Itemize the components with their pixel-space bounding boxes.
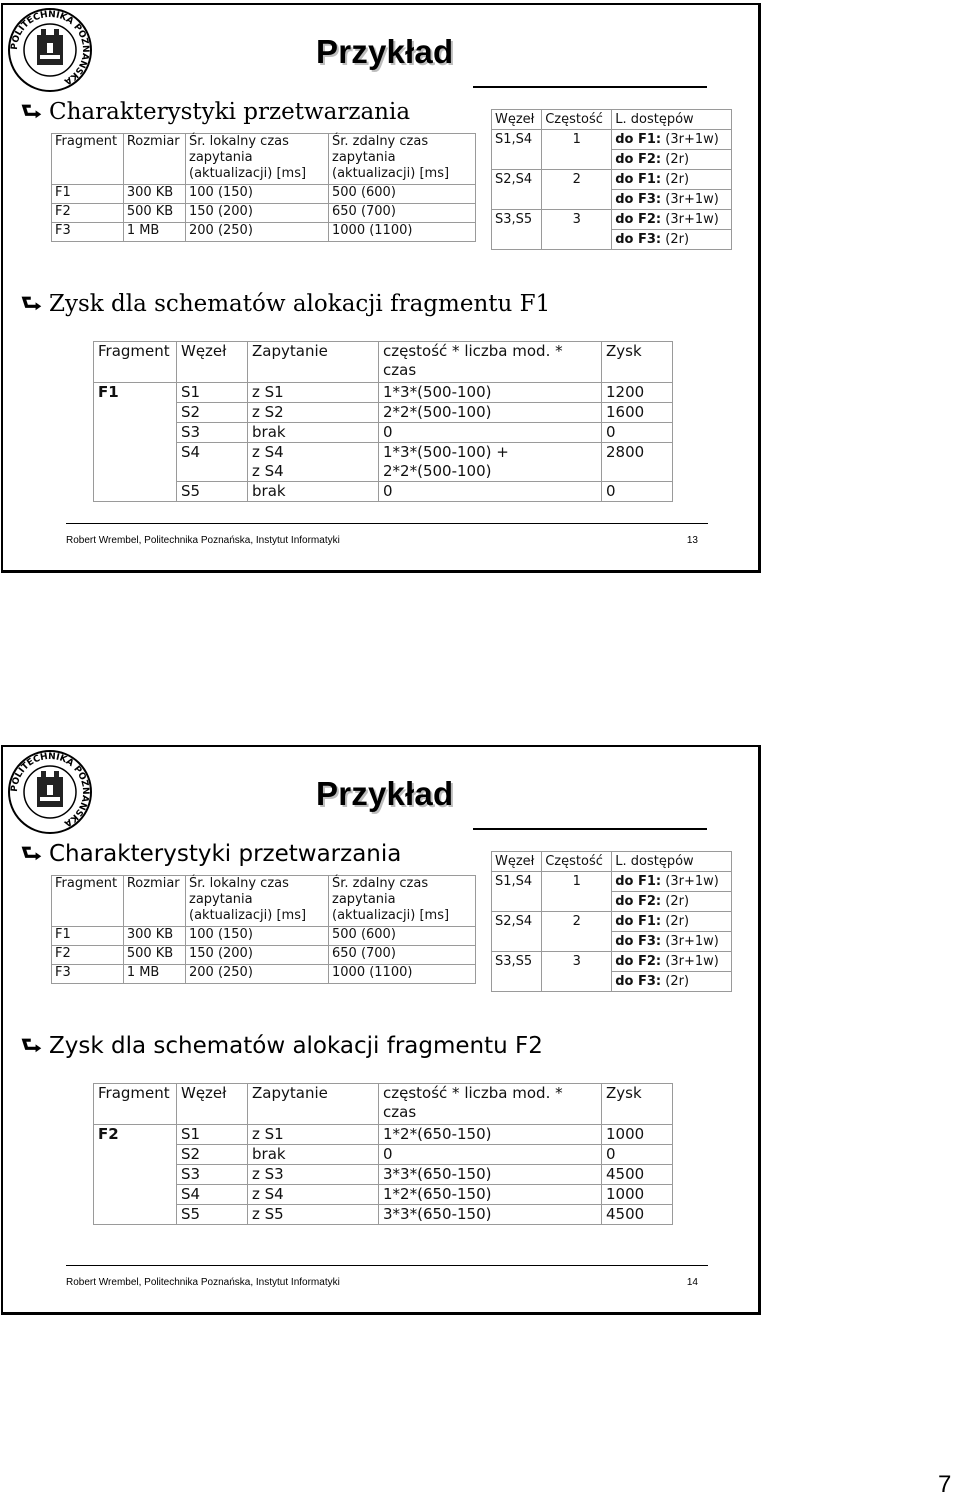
cell: 650 (700) [329,204,476,223]
cell: do F3: (3r+1w) [612,932,732,952]
header-cell: Fragment [52,134,124,185]
characteristics-table [51,875,476,984]
cell: 3 [542,952,612,992]
cell: S3,S5 [492,952,542,992]
slide-title: Przykład [316,33,454,70]
cell: 1000 (1100) [329,965,476,984]
cell: 650 (700) [329,946,476,965]
cell: S2,S4 [492,170,542,210]
table-row [492,872,732,892]
cell: do F2: (2r) [612,892,732,912]
cell: 1 MB [123,965,185,984]
cell: F2 [52,946,124,965]
cell: S3,S5 [492,210,542,250]
cell: 1200 [602,383,673,403]
table-row [94,482,673,502]
title-underline [473,86,707,88]
cell: 500 (600) [329,185,476,204]
cell: z S4 z S4 [248,443,379,482]
cell: 1*3*(500-100) + 2*2*(500-100) [379,443,602,482]
cell: 300 KB [123,927,185,946]
cell: S3 [177,423,248,443]
cell: 500 KB [123,946,185,965]
cell: 500 (600) [329,927,476,946]
header-cell: Zysk [602,1084,673,1125]
header-cell: Śr. lokalny czas zapytania (aktualizacji) [ms] [186,134,329,185]
cell: z S1 [248,1125,379,1145]
cell: 2 [542,912,612,952]
header-cell: Zapytanie [248,342,379,383]
cell: do F3: (2r) [612,230,732,250]
cell: do F1: (2r) [612,912,732,932]
arrow-right-hook-icon: ⮑ [21,1033,42,1059]
university-seal-icon [7,749,93,835]
cell: do F2: (3r+1w) [612,952,732,972]
table-row [94,1145,673,1165]
table-row [492,130,732,150]
cell: 3*3*(650-150) [379,1165,602,1185]
cell: S2 [177,1145,248,1165]
cell: 1 [542,872,612,912]
header-cell: częstość * liczba mod. * czas [379,342,602,383]
table-header-row [492,110,732,130]
cell: 1*2*(650-150) [379,1185,602,1205]
cell: S1 [177,383,248,403]
bullet-characteristics [21,99,410,125]
cell: brak [248,1145,379,1165]
cell: S5 [177,1205,248,1225]
header-cell: Węzeł [177,1084,248,1125]
cell: F1 [52,185,124,204]
bullet-characteristics [21,841,401,867]
cell: 1000 (1100) [329,223,476,242]
cell: 1*2*(650-150) [379,1125,602,1145]
cell: 0 [602,1145,673,1165]
table-header-row [52,134,476,185]
header-cell: częstość * liczba mod. * czas [379,1084,602,1125]
cell: 2800 [602,443,673,482]
arrow-right-hook-icon: ⮑ [21,98,42,125]
header-cell: Śr. zdalny czas zapytania (aktualizacji) [ms] [329,134,476,185]
table-row [94,1165,673,1185]
cell: S1,S4 [492,130,542,170]
header-cell: Śr. lokalny czas zapytania (aktualizacji) [ms] [186,876,329,927]
cell: 200 (250) [186,965,329,984]
cell: 150 (200) [186,946,329,965]
header-cell: Częstość [542,852,612,872]
bullet-text: Zysk dla schematów alokacji fragmentu F2 [49,1033,543,1059]
cell: do F1: (3r+1w) [612,130,732,150]
arrow-right-hook-icon: ⮑ [21,841,42,867]
characteristics-table [51,133,476,242]
footer-divider [66,1265,708,1266]
table-row [492,170,732,190]
svg-text:POLITECHNIKA POZNAŃSKA: POLITECHNIKA POZNAŃSKA [9,751,91,829]
cell: 1 [542,130,612,170]
bullet-text: Zysk dla schematów alokacji fragmentu F1 [49,291,551,317]
header-cell: Węzeł [492,852,542,872]
cell: 500 KB [123,204,185,223]
cell: 0 [602,482,673,502]
svg-text:POLITECHNIKA POZNAŃSKA: POLITECHNIKA POZNAŃSKA [9,9,91,87]
cell: do F1: (3r+1w) [612,872,732,892]
header-cell: Fragment [94,342,177,383]
table-row [94,1205,673,1225]
cell: S4 [177,443,248,482]
table-row [94,423,673,443]
title-underline [473,828,707,830]
cell: brak [248,423,379,443]
header-cell: L. dostępów [612,852,732,872]
cell: 3*3*(650-150) [379,1205,602,1225]
cell: S2 [177,403,248,423]
cell: F2 [52,204,124,223]
cell: 3 [542,210,612,250]
cell: 200 (250) [186,223,329,242]
table-header-row [94,342,673,383]
cell: 0 [379,1145,602,1165]
slide-title: Przykład [316,775,454,812]
footer-divider [66,523,708,524]
header-cell: L. dostępów [612,110,732,130]
cell: S1,S4 [492,872,542,912]
access-table [491,851,732,992]
table-row [52,204,476,223]
gain-table [93,341,673,502]
table-row [94,1185,673,1205]
cell: 100 (150) [186,927,329,946]
cell: 1*3*(500-100) [379,383,602,403]
cell: 1 MB [123,223,185,242]
cell: F3 [52,223,124,242]
cell: 0 [602,423,673,443]
cell: 0 [379,423,602,443]
bullet-text: Charakterystyki przetwarzania [49,99,411,125]
cell: do F2: (2r) [612,150,732,170]
cell: S2,S4 [492,912,542,952]
slide-14 [1,745,761,1315]
table-row [52,946,476,965]
cell: 1600 [602,403,673,423]
cell: z S5 [248,1205,379,1225]
gain-table [93,1083,673,1225]
cell: S5 [177,482,248,502]
arrow-right-hook-icon: ⮑ [21,290,42,317]
cell: 300 KB [123,185,185,204]
cell: brak [248,482,379,502]
cell: do F3: (2r) [612,972,732,992]
table-row [52,185,476,204]
cell: S4 [177,1185,248,1205]
footer-text: Robert Wrembel, Politechnika Poznańska, Instytut Informatyki [66,535,340,546]
document-page-number: 7 [938,1471,952,1498]
cell: F2 [94,1125,177,1225]
table-header-row [492,852,732,872]
cell: S3 [177,1165,248,1185]
cell: 4500 [602,1165,673,1185]
cell: 2*2*(500-100) [379,403,602,423]
slide-number: 13 [686,535,698,546]
cell: z S2 [248,403,379,423]
header-cell: Rozmiar [123,134,185,185]
header-cell: Węzeł [492,110,542,130]
header-cell: Śr. zdalny czas zapytania (aktualizacji) [ms] [329,876,476,927]
cell: F1 [52,927,124,946]
slide-13 [1,3,761,573]
cell: 2 [542,170,612,210]
header-cell: Częstość [542,110,612,130]
university-seal-icon [7,7,93,93]
cell: z S4 [248,1185,379,1205]
cell: do F2: (3r+1w) [612,210,732,230]
header-cell: Fragment [94,1084,177,1125]
header-cell: Rozmiar [123,876,185,927]
bullet-text: Charakterystyki przetwarzania [49,841,402,867]
cell: 100 (150) [186,185,329,204]
table-row [52,965,476,984]
table-header-row [52,876,476,927]
table-row [52,927,476,946]
bullet-gain [21,1033,543,1059]
cell: F3 [52,965,124,984]
header-cell: Zysk [602,342,673,383]
table-row [492,210,732,230]
header-cell: Węzeł [177,342,248,383]
table-row [52,223,476,242]
table-row [94,443,673,482]
cell: do F1: (2r) [612,170,732,190]
cell: 1000 [602,1125,673,1145]
cell: z S3 [248,1165,379,1185]
slide-number: 14 [686,1277,698,1288]
cell: S1 [177,1125,248,1145]
table-row [94,1125,673,1145]
access-table [491,109,732,250]
cell: 0 [379,482,602,502]
cell: F1 [94,383,177,502]
cell: 4500 [602,1205,673,1225]
cell: 1000 [602,1185,673,1205]
table-row [94,403,673,423]
table-row [492,912,732,932]
bullet-gain [21,291,550,317]
cell: 150 (200) [186,204,329,223]
table-row [94,383,673,403]
table-header-row [94,1084,673,1125]
cell: do F3: (3r+1w) [612,190,732,210]
footer-text: Robert Wrembel, Politechnika Poznańska, Instytut Informatyki [66,1277,340,1288]
table-row [492,952,732,972]
header-cell: Fragment [52,876,124,927]
header-cell: Zapytanie [248,1084,379,1125]
cell: z S1 [248,383,379,403]
